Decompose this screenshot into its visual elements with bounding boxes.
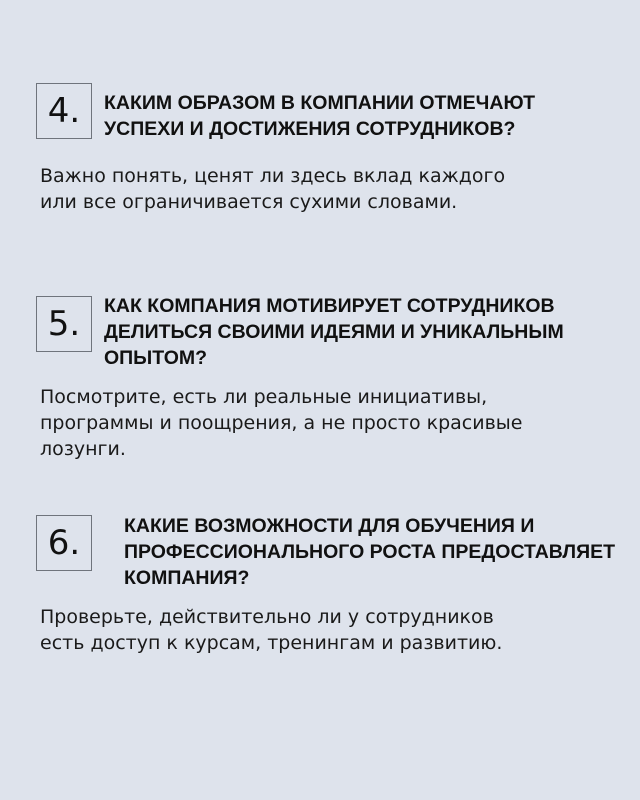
answer-line: есть доступ к курсам, тренингам и развитию. (40, 632, 503, 654)
question-line: УСПЕХИ И ДОСТИЖЕНИЯ СОТРУДНИКОВ? (104, 118, 516, 140)
item-number-box (36, 296, 92, 352)
item-number-box (36, 515, 92, 571)
question-line: ДЕЛИТЬСЯ СВОИМИ ИДЕЯМИ И УНИКАЛЬНЫМ (104, 321, 564, 343)
question-heading (104, 293, 564, 371)
question-line: КАК КОМПАНИЯ МОТИВИРУЕТ СОТРУДНИКОВ (104, 295, 555, 317)
answer-line: Посмотрите, есть ли реальные инициативы, (40, 386, 488, 408)
item-number: 5. (47, 304, 81, 344)
question-line: ПРОФЕССИОНАЛЬНОГО РОСТА ПРЕДОСТАВЛЯЕТ (124, 541, 616, 563)
answer-line: программы и поощрения, а не просто красивые (40, 412, 523, 434)
item-number-box (36, 83, 92, 139)
question-line: ОПЫТОМ? (104, 347, 208, 369)
question-heading (104, 90, 535, 142)
question-line: КАКИМ ОБРАЗОМ В КОМПАНИИ ОТМЕЧАЮТ (104, 92, 535, 114)
answer-line: Проверьте, действительно ли у сотрудников (40, 606, 494, 628)
answer-line: или все ограничивается сухими словами. (40, 191, 458, 213)
question-line: КОМПАНИЯ? (124, 567, 250, 589)
answer-text (40, 604, 502, 656)
item-number: 6. (47, 523, 81, 563)
answer-line: Важно понять, ценят ли здесь вклад каждого (40, 165, 506, 187)
answer-line: лозунги. (40, 438, 126, 460)
question-heading (124, 513, 615, 591)
question-line: КАКИЕ ВОЗМОЖНОСТИ ДЛЯ ОБУЧЕНИЯ И (124, 515, 535, 537)
item-number: 4. (47, 91, 81, 131)
answer-text (40, 163, 505, 215)
answer-text (40, 384, 522, 462)
